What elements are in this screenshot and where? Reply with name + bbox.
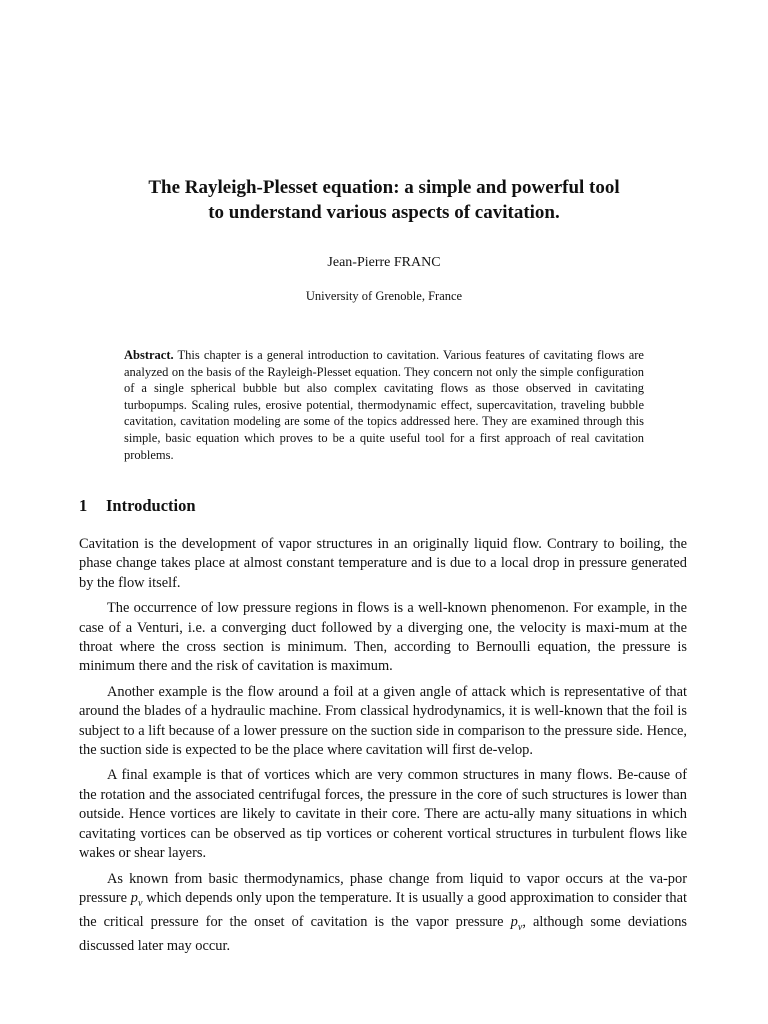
paragraph-2: The occurrence of low pressure regions in flows is a well-known phenomenon. For example, in the case of a Venturi, i.e. a converging duct followed by a diverging one, the velocity is maxi-mum at the throat where the cross section is minimum. Then, according to Bernoulli equation, the pressure is minimum there and the risk of cavitation is maximum. (79, 600, 687, 675)
section-title: Introduction (106, 496, 196, 515)
vapor-pressure-symbol-2: $p_v$ (510, 914, 523, 934)
paragraph-4: A final example is that of vortices which are very common structures in many flows. Be-cause of the rotation and the associated centrifugal forces, the pressure in the core of such structures is lower than outside. Hence vortices are likely to cavitate in their core. There are actu-ally many situations in which cavitating vortices can be observed as tip vortices or coherent vortical structures in turbulent flows like wakes or shear layers. (79, 767, 687, 862)
section-number: 1 (79, 496, 88, 515)
paragraph-3: Another example is the flow around a foil at a given angle of attack which is representative of that around the blades of a hydraulic machine. From classical hydrodynamics, it is well-known that the foil is subject to a lift because of a lower pressure on the suction side in comparison to the pressure side. Hence, the suction side is expected to be the place where cavitation will first de-velop. (79, 683, 687, 759)
abstract (124, 347, 644, 463)
author-affiliation: University of Grenoble, France (305, 289, 463, 303)
paragraph-5 (79, 870, 687, 957)
vapor-pressure-symbol: $p_v$ (130, 889, 143, 909)
title-line-2: to understand various aspects of cavitation. (208, 202, 560, 223)
author-name: Jean-Pierre FRANC (327, 255, 441, 270)
paragraph-1: Cavitation is the development of vapor structures in an originally liquid flow. Contrary to boiling, the phase change takes place at almost constant temperature and is due to a local drop in pressure generated by the flow itself. (79, 536, 687, 591)
paragraph-5-part-a: As known from basic thermodynamics, phase change from liquid to vapor occurs at the va-por pressure (79, 870, 687, 906)
abstract-label: Abstract. (124, 348, 174, 362)
abstract-text: This chapter is a general introduction to cavitation. Various features of cavitating flows are analyzed on the basis of the Rayleigh-Plesset equation. They concern not only the simple configuration of a single spherical bubble but also complex cavitating flows as those observed in cavitating turbopumps. Scaling rules, erosive potential, thermodynamic effect, supercavitation, traveling bubble cavitation, cavitation modeling are some of the topics addressed here. They are examined through this simple, basic equation which proves to be a quite useful tool for a first approach of real cavitation problems. (124, 348, 644, 462)
paragraph-5-part-b: which depends only upon the temperature. It is usually a good approximation to consider that the critical pressure for the onset of cavitation is the vapor pressure (79, 889, 687, 931)
paragraph-5-part-c: , although some deviations discussed later may occur. (79, 914, 687, 955)
paper-title (60, 175, 708, 225)
body-text (79, 535, 687, 963)
section-heading (79, 496, 196, 516)
title-line-1: The Rayleigh-Plesset equation: a simple and powerful tool (148, 177, 620, 198)
